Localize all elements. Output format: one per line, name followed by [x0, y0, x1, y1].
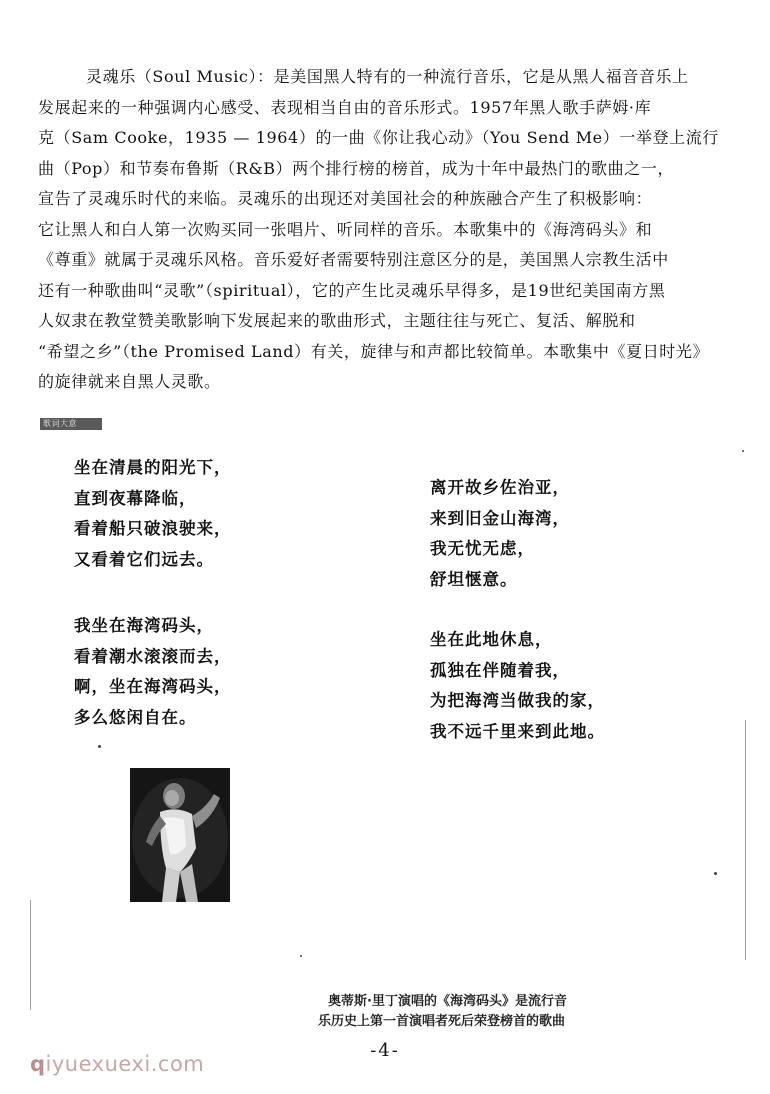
scan-edge-line — [745, 720, 746, 960]
lyric-line: 坐在清晨的阳光下， — [74, 458, 232, 477]
singer-silhouette-image — [130, 768, 230, 902]
lyric-line: 坐在此地休息， — [430, 630, 553, 649]
lyric-line: 直到夜幕降临， — [74, 488, 197, 508]
watermark-prefix: q — [30, 1052, 46, 1076]
lyric-line: 多么悠闲自在。 — [74, 707, 197, 727]
lyric-line: 舒坦惬意。 — [430, 569, 518, 589]
lyrics-stanza-right-2 — [430, 625, 605, 747]
watermark-text: iyuexuexi.com — [45, 1052, 205, 1076]
page-number: -4- — [370, 1040, 400, 1061]
paragraph-line: 《尊重》就属于灵魂乐风格。音乐爱好者需要特别注意区分的是，美国黑人宗教生活中 — [38, 250, 669, 269]
lyrics-stanza-left-1 — [74, 453, 232, 575]
lyric-line: 我不远千里来到此地。 — [430, 721, 605, 741]
lyric-line: 离开故乡佐治亚， — [430, 478, 570, 497]
scan-speck — [714, 872, 717, 875]
scan-edge-line — [30, 900, 31, 1010]
lyric-line: 我坐在海湾码头， — [74, 616, 214, 635]
lyric-line: 看着船只破浪驶来， — [74, 519, 232, 538]
photo-caption — [318, 992, 678, 1032]
paragraph-line: “希望之乡”（the Promised Land）有关，旋律与和声都比较简单。本歌集中《夏日时光》 — [38, 341, 710, 361]
lyrics-stanza-right-1 — [430, 473, 570, 595]
paragraph-line: 的旋律就来自黑人灵歌。 — [38, 372, 221, 391]
intro-paragraph — [38, 62, 738, 398]
paragraph-line: 宣告了灵魂乐时代的来临。灵魂乐的出现还对美国社会的种族融合产生了积极影响： — [38, 189, 653, 208]
lyric-line: 孤独在伴随着我， — [430, 660, 570, 680]
singer-photo — [130, 768, 230, 902]
caption-line: 奥蒂斯·里丁演唱的《海湾码头》是流行音 — [328, 994, 567, 1009]
site-watermark — [30, 1052, 204, 1076]
scan-speck — [742, 450, 744, 452]
scan-speck — [300, 955, 302, 957]
lyrics-stanza-left-2 — [74, 611, 232, 733]
lyric-line: 又看着它们远去。 — [74, 549, 214, 569]
lyric-line: 看着潮水滚滚而去， — [74, 646, 232, 666]
paragraph-line: 它让黑人和白人第一次购买同一张唱片、听同样的音乐。本歌集中的《海湾码头》和 — [38, 219, 653, 239]
lyric-line: 我无忧无虑， — [430, 539, 535, 558]
paragraph-line: 人奴隶在教堂赞美歌影响下发展起来的歌曲形式，主题往往与死亡、复活、解脱和 — [38, 311, 636, 330]
paragraph-line: 曲（Pop）和节奏布鲁斯（R&B）两个排行榜的榜首，成为十年中最热门的歌曲之一， — [38, 158, 675, 178]
scan-speck — [98, 745, 101, 748]
paragraph-line: 发展起来的一种强调内心感受、表现相当自由的音乐形式。1957年黑人歌手萨姆·库 — [38, 97, 652, 117]
caption-line: 乐历史上第一首演唱者死后荣登榜首的歌曲 — [318, 1014, 566, 1029]
paragraph-line: 灵魂乐（Soul Music）：是美国黑人特有的一种流行音乐，它是从黑人福音音乐上 — [86, 67, 689, 86]
lyric-line: 啊，坐在海湾码头， — [74, 677, 232, 696]
paragraph-line: 克（Sam Cooke，1935 — 1964）的一曲《你让我心动》（You Send Me）一举登上流行 — [38, 128, 719, 147]
section-tag: 歌词大意 — [40, 418, 102, 430]
lyric-line: 为把海湾当做我的家， — [430, 691, 605, 710]
paragraph-line: 还有一种歌曲叫“灵歌”（spiritual），它的产生比灵魂乐早得多，是19世纪美国南方黑 — [38, 280, 666, 300]
lyric-line: 来到旧金山海湾， — [430, 508, 570, 528]
